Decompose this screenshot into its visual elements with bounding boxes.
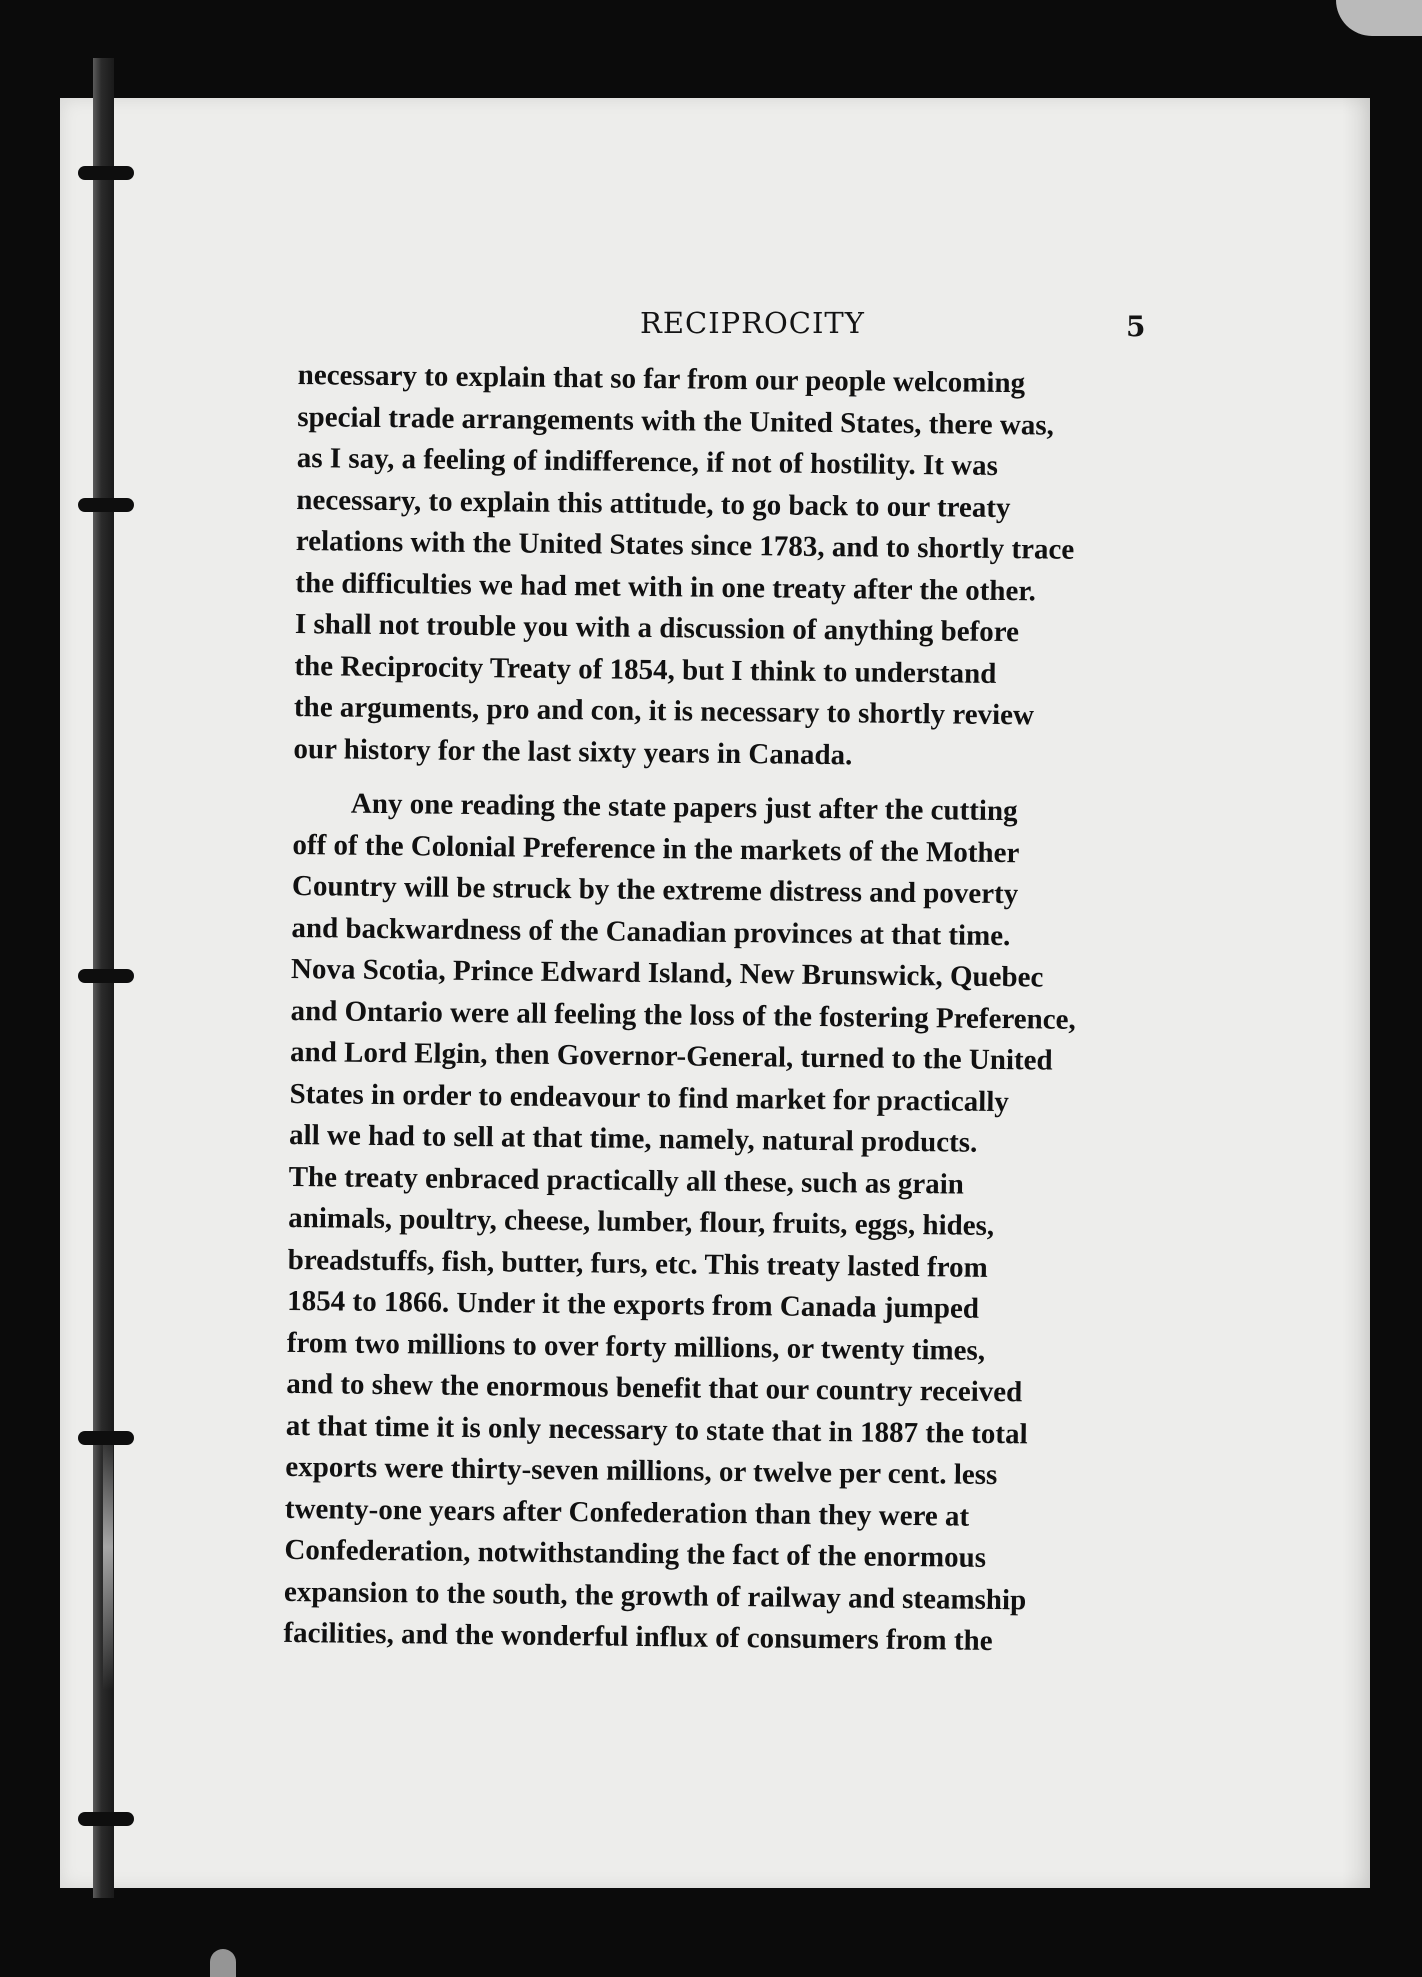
- text-line: breadstuffs, fish, butter, furs, etc. This treaty lasted from: [287, 1243, 988, 1284]
- text-line: the arguments, pro and con, it is necessary to shortly review: [293, 690, 1035, 732]
- text-line: necessary, to explain this attitude, to go back to our treaty: [296, 483, 1011, 524]
- text-line: as I say, a feeling of indifference, if not of hostility. It was: [296, 441, 999, 482]
- page-number: 5: [1126, 310, 1146, 343]
- text-line: Country will be struck by the extreme distress and poverty: [291, 869, 1019, 911]
- text-line: the difficulties we had met with in one treaty after the other.: [295, 566, 1037, 607]
- paragraph-1: [293, 355, 1178, 780]
- page-header: [298, 300, 1158, 343]
- text-line: at that time it is only necessary to state that in 1887 the total: [285, 1409, 1028, 1450]
- text-line: and to shew the enormous benefit that our country received: [286, 1367, 1023, 1409]
- text-line: and Ontario were all feeling the loss of the fostering Preference,: [290, 994, 1076, 1036]
- body-text: [283, 355, 1178, 1664]
- scan-bottom-artifact: [210, 1949, 236, 1977]
- text-line: The treaty enbraced practically all these, such as grain: [288, 1160, 965, 1201]
- text-line: our history for the last sixty years in Canada.: [293, 732, 853, 771]
- text-line: and Lord Elgin, then Governor-General, turned to the United: [289, 1035, 1053, 1077]
- binding-tie: [78, 1431, 134, 1445]
- text-line: exports were thirty-seven millions, or twelve per cent. less: [285, 1450, 998, 1492]
- text-line: facilities, and the wonderful influx of consumers from the: [283, 1616, 993, 1657]
- text-line: all we had to sell at that time, namely, natural products.: [288, 1118, 978, 1159]
- text-line: relations with the United States since 1783, and to shortly trace: [295, 524, 1075, 566]
- text-line: I shall not trouble you with a discussion of anything before: [294, 607, 1020, 649]
- text-line: Nova Scotia, Prince Edward Island, New Brunswick, Quebec: [290, 952, 1044, 994]
- binding-tie: [78, 969, 134, 983]
- running-title: RECIPROCITY: [640, 306, 865, 340]
- paragraph-2: [283, 783, 1173, 1664]
- text-line: off of the Colonial Preference in the markets of the Mother: [292, 828, 1020, 869]
- text-line: States in order to endeavour to find market for practically: [289, 1077, 1010, 1118]
- text-line: from two millions to over forty millions, or twenty times,: [286, 1326, 986, 1367]
- text-line: expansion to the south, the growth of railway and steamship: [283, 1575, 1027, 1616]
- text-line: and backwardness of the Canadian provinces at that time.: [291, 911, 1011, 952]
- binding-tie: [78, 166, 134, 180]
- binding-highlight: [103, 1430, 113, 1690]
- text-line: special trade arrangements with the United States, there was,: [297, 400, 1055, 442]
- text-line: 1854 to 1866. Under it the exports from Canada jumped: [287, 1284, 980, 1325]
- text-line: Any one reading the state papers just after the cutting: [350, 787, 1018, 828]
- page-edge-shadow: [1342, 98, 1370, 1888]
- text-line: animals, poultry, cheese, lumber, flour, fruits, eggs, hides,: [288, 1201, 995, 1242]
- text-line: necessary to explain that so far from our people welcoming: [297, 358, 1026, 400]
- binding-tie: [78, 1812, 134, 1826]
- text-line: twenty-one years after Confederation than they were at: [284, 1492, 970, 1533]
- binding-tie: [78, 498, 134, 512]
- text-line: Confederation, notwithstanding the fact of the enormous: [284, 1533, 987, 1574]
- text-line: the Reciprocity Treaty of 1854, but I think to understand: [294, 649, 997, 690]
